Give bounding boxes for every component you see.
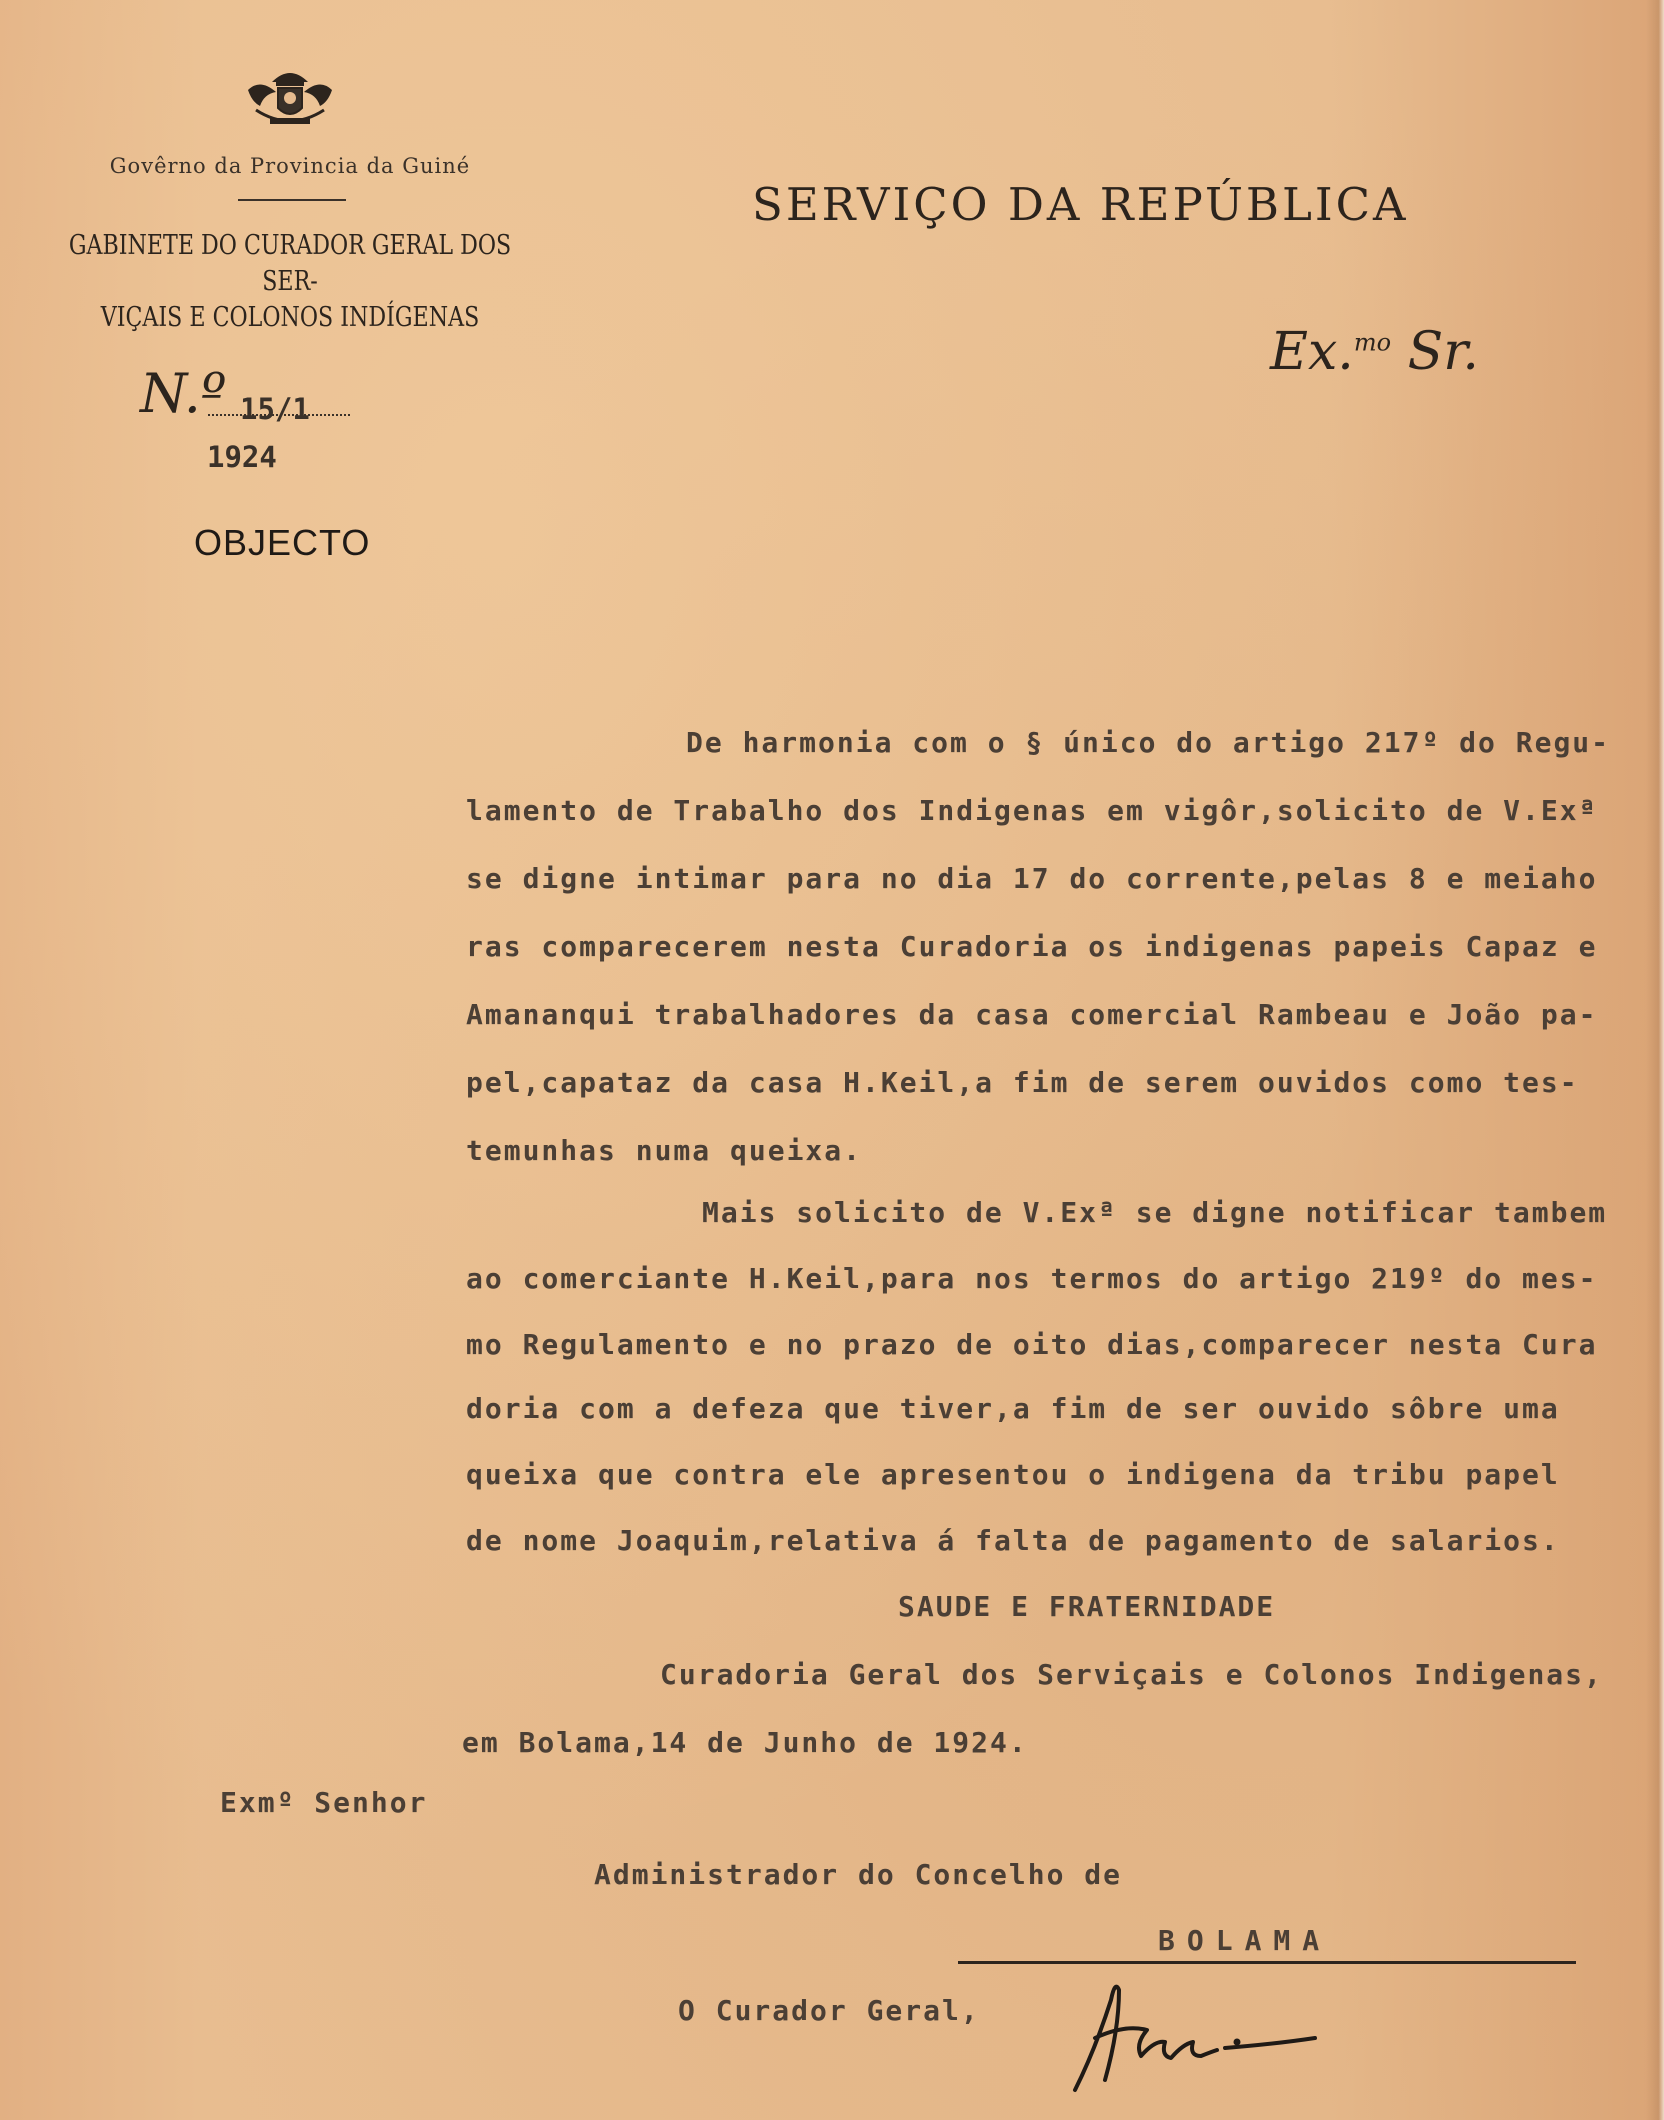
closing-institution: Curadoria Geral dos Serviçais e Colonos Indigenas, [660, 1658, 1603, 1691]
cabinet-name [52, 228, 528, 336]
body-line: Mais solicito de V.Exª se digne notificar tambem [702, 1196, 1608, 1229]
salutation-top [1270, 322, 1479, 382]
reference-number: 15/1 [240, 392, 310, 426]
body-line: doria com a defeza que tiver,a fim de ser ouvido sôbre uma [466, 1392, 1560, 1425]
salutation-superscript: mo [1353, 328, 1392, 357]
signatory-title: O Curador Geral, [678, 1994, 980, 2027]
addressee-title: Administrador do Concelho de [594, 1858, 1123, 1891]
subject-label: OBJECTO [194, 522, 371, 563]
handwritten-signature [1015, 1960, 1335, 2110]
government-line: Govêrno da Provincia da Guiné [109, 154, 471, 178]
letterhead-divider [238, 199, 346, 201]
closing-greeting: SAUDE E FRATERNIDADE [898, 1590, 1276, 1623]
place-and-date: em Bolama,14 de Junho de 1924. [462, 1726, 1028, 1759]
salutation-end: Sr. [1391, 322, 1479, 382]
body-line: ras comparecerem nesta Curadoria os indigenas papeis Capaz e [466, 930, 1598, 963]
number-label: N.º [140, 362, 227, 425]
reference-year: 1924 [207, 440, 277, 474]
body-line: De harmonia com o § único do artigo 217º do Regu- [686, 726, 1611, 759]
cabinet-name-line-1: GABINETE DO CURADOR GERAL DOS SER- [68, 230, 512, 297]
coat-of-arms-icon [242, 60, 338, 134]
body-line: temunhas numa queixa. [466, 1134, 863, 1167]
body-line: ao comerciante H.Keil,para nos termos do artigo 219º do mes- [466, 1262, 1598, 1295]
paper-edge [1646, 0, 1664, 2120]
addressee-place: BOLAMA [1158, 1924, 1332, 1957]
body-line: mo Regulamento e no prazo de oito dias,comparecer nesta Cura [466, 1328, 1598, 1361]
body-line: Amananqui trabalhadores da casa comercial Rambeau e João pa- [466, 998, 1598, 1031]
service-title: SERVIÇO DA REPÚBLICA [752, 178, 1409, 231]
addressee-salutation: Exmº Senhor [220, 1786, 428, 1819]
body-line: se digne intimar para no dia 17 do corrente,pelas 8 e meiaho [466, 862, 1598, 895]
body-line: pel,capataz da casa H.Keil,a fim de serem ouvidos como tes- [466, 1066, 1579, 1099]
salutation-main: Ex. [1270, 322, 1354, 382]
body-line: queixa que contra ele apresentou o indigena da tribu papel [466, 1458, 1560, 1491]
body-line: de nome Joaquim,relativa á falta de pagamento de salarios. [466, 1524, 1560, 1557]
body-line: lamento de Trabalho dos Indigenas em vigôr,solicito de V.Exª [466, 794, 1598, 827]
cabinet-name-line-2: VIÇAIS E COLONOS INDÍGENAS [100, 302, 480, 333]
